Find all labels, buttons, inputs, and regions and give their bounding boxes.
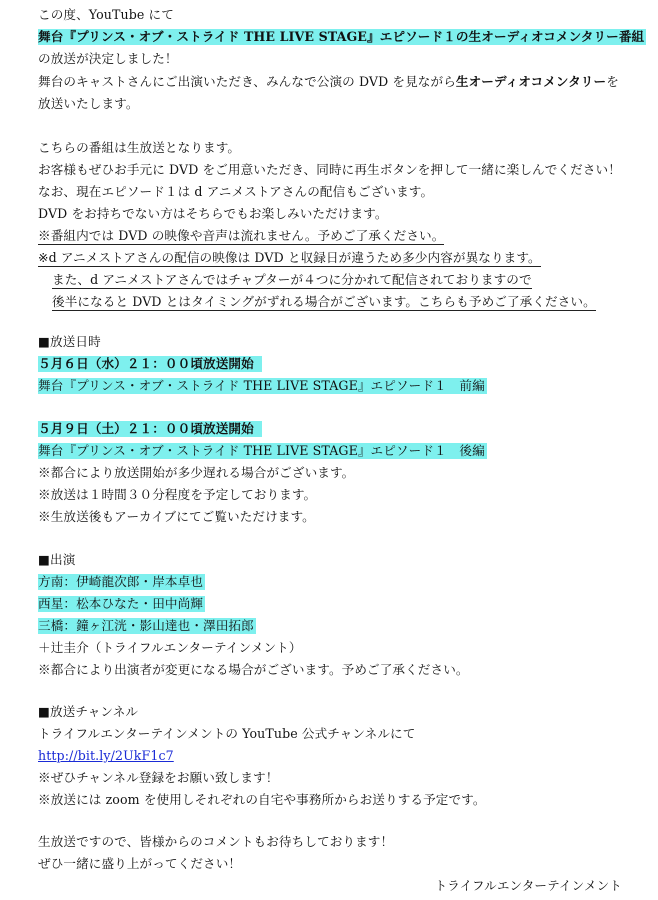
intro-bold-text: 生オーディオコメンタリー [455,74,607,89]
intro-text: 舞台のキャストさんにご出演いただき、みんなで公演の DVD を見ながら [38,74,456,89]
cast-line [38,593,205,615]
schedule-title-line [38,375,487,397]
note-line [52,291,596,313]
note-line [52,269,532,291]
channel-note: ※放送には zoom を使用しそれぞれの自宅や事務所からお送りする予定です。 [38,792,486,807]
cast-note: ※都合により出演者が変更になる場合がございます。予めご了承ください。 [38,662,469,677]
channel-note: ※ぜひチャンネル登録をお願い致します！ [38,770,279,785]
cast-member: 方南：伊崎龍次郎・岸本卓也 [38,574,204,589]
cast-line [38,571,205,593]
note-underlined: 後半になると DVD とはタイミングがずれる場合がございます。こちらも予めご了承ください。 [52,294,596,309]
note-line [38,247,541,269]
cast-heading: ■出演 [38,552,76,567]
schedule-note: ※生放送後もアーカイブにてご覧いただけます。 [38,509,315,524]
note-underlined: ※d アニメストアさんの配信の映像は DVD と収録日が違うため多少内容が異なります。 [38,250,541,265]
cast-line: ＋辻圭介（トライフルエンターテインメント） [38,640,302,655]
note-line [38,225,444,247]
schedule-title-line [38,440,487,462]
closing-line: 生放送ですので、皆様からのコメントもお待ちしております！ [38,834,394,849]
note-line: なお、現在エピソード１は d アニメストアさんの配信もございます。 [38,184,434,199]
cast-member: 西星：松本ひなた・田中尚輝 [38,596,204,611]
note-line: お客様もぜひお手元に DVD をご用意いただき、同時に再生ボタンを押して一緒に楽しんでください！ [38,162,621,177]
schedule-note: ※放送は１時間３０分程度を予定しております。 [38,487,317,502]
schedule-title-1: 舞台『プリンス・オブ・ストライド THE LIVE STAGE』エピソード１ 前編 [38,378,485,393]
schedule-date-line [38,418,262,440]
schedule-date-1: ５月６日（水）２１：００頃放送開始 [38,356,262,372]
note-line: DVD をお持ちでない方はそちらでもお楽しみいただけます。 [38,206,388,221]
cast-member: 三橋：鐘ヶ江洸・影山達也・澤田拓郎 [38,618,254,633]
intro-line: この度、YouTube にて [38,7,174,22]
note-underlined: また、d アニメストアさんではチャプターが４つに分かれて配信されておりますので [52,272,532,287]
intro-line: の放送が決定しました！ [38,51,178,66]
signature: トライフルエンターテインメント [434,878,622,893]
intro-line [38,71,619,93]
program-title-highlight: 舞台『プリンス・オブ・ストライド THE LIVE STAGE』エピソード１の生オーディオコメンタリー番組 [38,29,645,44]
note-line: こちらの番組は生放送となります。 [38,140,241,155]
channel-line: トライフルエンターテインメントの YouTube 公式チャンネルにて [38,726,416,741]
intro-text: を [606,74,619,89]
cast-line [38,615,256,637]
schedule-heading: ■放送日時 [38,334,101,349]
schedule-date-2: ５月９日（土）２１：００頃放送開始 [38,421,262,437]
schedule-date-line [38,353,262,375]
note-underlined: ※番組内では DVD の映像や音声は流れません。予めご了承ください。 [38,228,445,243]
channel-link-line [38,745,174,767]
intro-line: 放送いたします。 [38,96,139,111]
schedule-title-2: 舞台『プリンス・オブ・ストライド THE LIVE STAGE』エピソード１ 後編 [38,443,485,458]
closing-line: ぜひ一緒に盛り上がってください！ [38,856,242,871]
program-title-line [38,26,646,48]
channel-link[interactable]: http://bit.ly/2UkF1c7 [38,748,174,763]
schedule-note: ※都合により放送開始が多少遅れる場合がございます。 [38,465,355,480]
channel-heading: ■放送チャンネル [38,704,139,719]
